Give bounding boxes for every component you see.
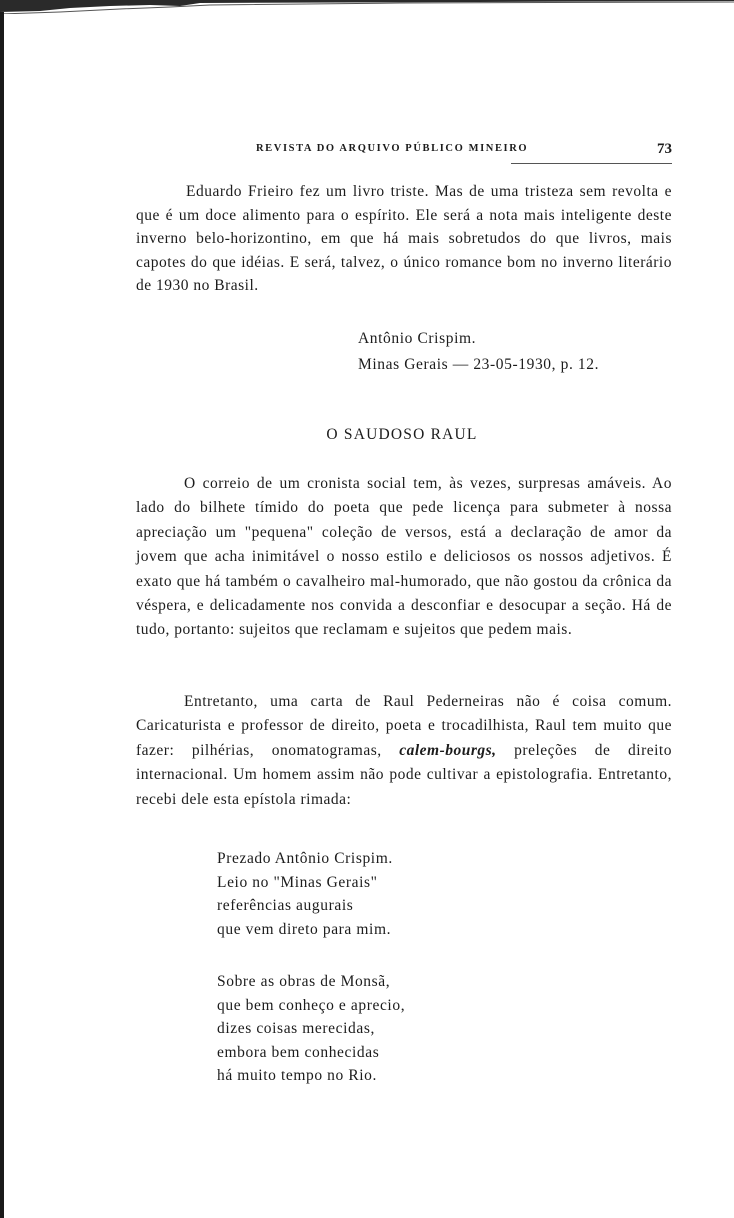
- poem-line: dizes coisas merecidas,: [217, 1020, 375, 1038]
- poem-line: referências augurais: [217, 897, 354, 915]
- scan-border-graphic: [0, 0, 734, 14]
- paragraph-2-text-start: Entretanto, uma carta de Raul Pederneiras não é coisa comum. Caricaturista e professor de direito, poeta e trocadilhista, Raul tem muito que fazer: pilhérias, onomatogramas,: [136, 693, 672, 759]
- article-paragraph-2: [136, 690, 672, 812]
- paragraph-2-italic-term: calem-bourgs,: [399, 741, 497, 759]
- poem-line: há muito tempo no Rio.: [217, 1067, 378, 1085]
- poem-line: que vem direto para mim.: [217, 920, 392, 938]
- poem-stanza-1: [217, 847, 393, 941]
- review-paragraph: Eduardo Frieiro fez um livro triste. Mas de uma tristeza sem revolta e que é um doce alimento para o espírito. Ele será a nota mais inteligente deste inverno belo-horizontino, em que há mais sobretudos do que livros, mais capotes do que idéias. E será, talvez, o único romance bom no inverno literário de 1930 no Brasil.: [136, 183, 672, 294]
- poem-line: Sobre as obras de Monsã,: [217, 973, 391, 990]
- poem-line: Leio no "Minas Gerais": [217, 873, 378, 891]
- page-number: 73: [657, 141, 672, 157]
- scan-top-border: [0, 0, 734, 14]
- poem-line: Prezado Antônio Crispim.: [217, 850, 393, 867]
- article-title: O SAUDOSO RAUL: [326, 426, 478, 443]
- paragraph-2-text-end: preleções de direito internacional. Um homem assim não pode cultivar a epistolografia. Entretanto, recebi dele esta epístola rimada:: [136, 741, 672, 808]
- journal-title: REVISTA DO ARQUIVO PÚBLICO MINEIRO: [256, 143, 529, 154]
- poem-line: embora bem conhecidas: [217, 1043, 380, 1061]
- running-header: [136, 139, 672, 165]
- poem-stanza-2: [217, 970, 405, 1088]
- signature-source: Minas Gerais — 23-05-1930, p. 12.: [358, 356, 600, 373]
- scan-left-border: [0, 12, 4, 1218]
- header-rule: [511, 163, 672, 164]
- signature-name: Antônio Crispim.: [358, 330, 477, 347]
- poem-line: que bem conheço e aprecio,: [217, 996, 406, 1014]
- article-paragraph-1: O correio de um cronista social tem, às vezes, surpresas amáveis. Ao lado do bilhete tímido do poeta que pede licença para submeter à nossa apreciação um "pequena" coleção de versos, está a declaração de amor da jovem que acha inimitável o nosso estilo e deliciosos os nossos adjetivos. É exato que há também o cavalheiro mal-humorado, que não gostou da crônica da véspera, e delicadamente nos convida a desconfiar e desocupar a seção. Há de tudo, portanto: sujeitos que reclamam e sujeitos que pedem mais.: [136, 475, 672, 639]
